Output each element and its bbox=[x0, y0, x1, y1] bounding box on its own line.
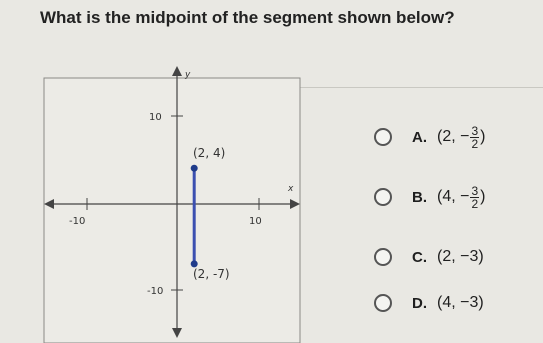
answer-prefix: (2, − bbox=[437, 128, 470, 145]
point-label-top: (2, 4) bbox=[193, 146, 226, 160]
x-tick-label-pos: 10 bbox=[249, 216, 262, 227]
x-axis-label: x bbox=[288, 184, 294, 194]
choice-answer: (4, −3) bbox=[437, 294, 484, 311]
divider bbox=[300, 87, 543, 88]
choice-answer bbox=[437, 185, 485, 210]
x-tick-label-neg: -10 bbox=[69, 216, 86, 227]
choice-a[interactable] bbox=[360, 120, 535, 154]
choice-answer: (2, −3) bbox=[437, 248, 484, 265]
radio-button-c[interactable] bbox=[374, 248, 392, 266]
question-text: What is the midpoint of the segment shown below? bbox=[40, 8, 455, 27]
graph-frame bbox=[44, 78, 300, 343]
y-axis-arrow-up-icon bbox=[172, 66, 182, 76]
choice-d[interactable] bbox=[360, 286, 535, 320]
coordinate-graph bbox=[44, 64, 300, 343]
fraction-numerator: 3 bbox=[471, 123, 479, 138]
y-axis-label: y bbox=[185, 70, 191, 80]
y-tick-label-neg: -10 bbox=[147, 286, 164, 297]
choice-answer bbox=[437, 125, 485, 150]
choice-letter: B. bbox=[412, 188, 427, 206]
choice-b[interactable] bbox=[360, 180, 535, 214]
fraction-numerator: 3 bbox=[471, 183, 479, 198]
radio-button-b[interactable] bbox=[374, 188, 392, 206]
fraction-denominator: 2 bbox=[471, 196, 479, 211]
y-tick-label-pos: 10 bbox=[149, 112, 162, 123]
choice-c[interactable] bbox=[360, 240, 535, 274]
answer-prefix: (4, − bbox=[437, 188, 470, 205]
choice-letter: A. bbox=[412, 128, 427, 146]
fraction bbox=[470, 125, 479, 150]
answer-suffix: ) bbox=[480, 128, 486, 145]
radio-button-a[interactable] bbox=[374, 128, 392, 146]
radio-button-d[interactable] bbox=[374, 294, 392, 312]
answer-suffix: ) bbox=[480, 188, 486, 205]
graph-svg bbox=[44, 64, 300, 343]
fraction-denominator: 2 bbox=[471, 136, 479, 151]
choice-letter: D. bbox=[412, 294, 427, 312]
fraction bbox=[470, 185, 479, 210]
point-endpoint-top bbox=[191, 165, 198, 172]
choice-letter: C. bbox=[412, 248, 427, 266]
point-label-bottom: (2, -7) bbox=[193, 267, 230, 281]
